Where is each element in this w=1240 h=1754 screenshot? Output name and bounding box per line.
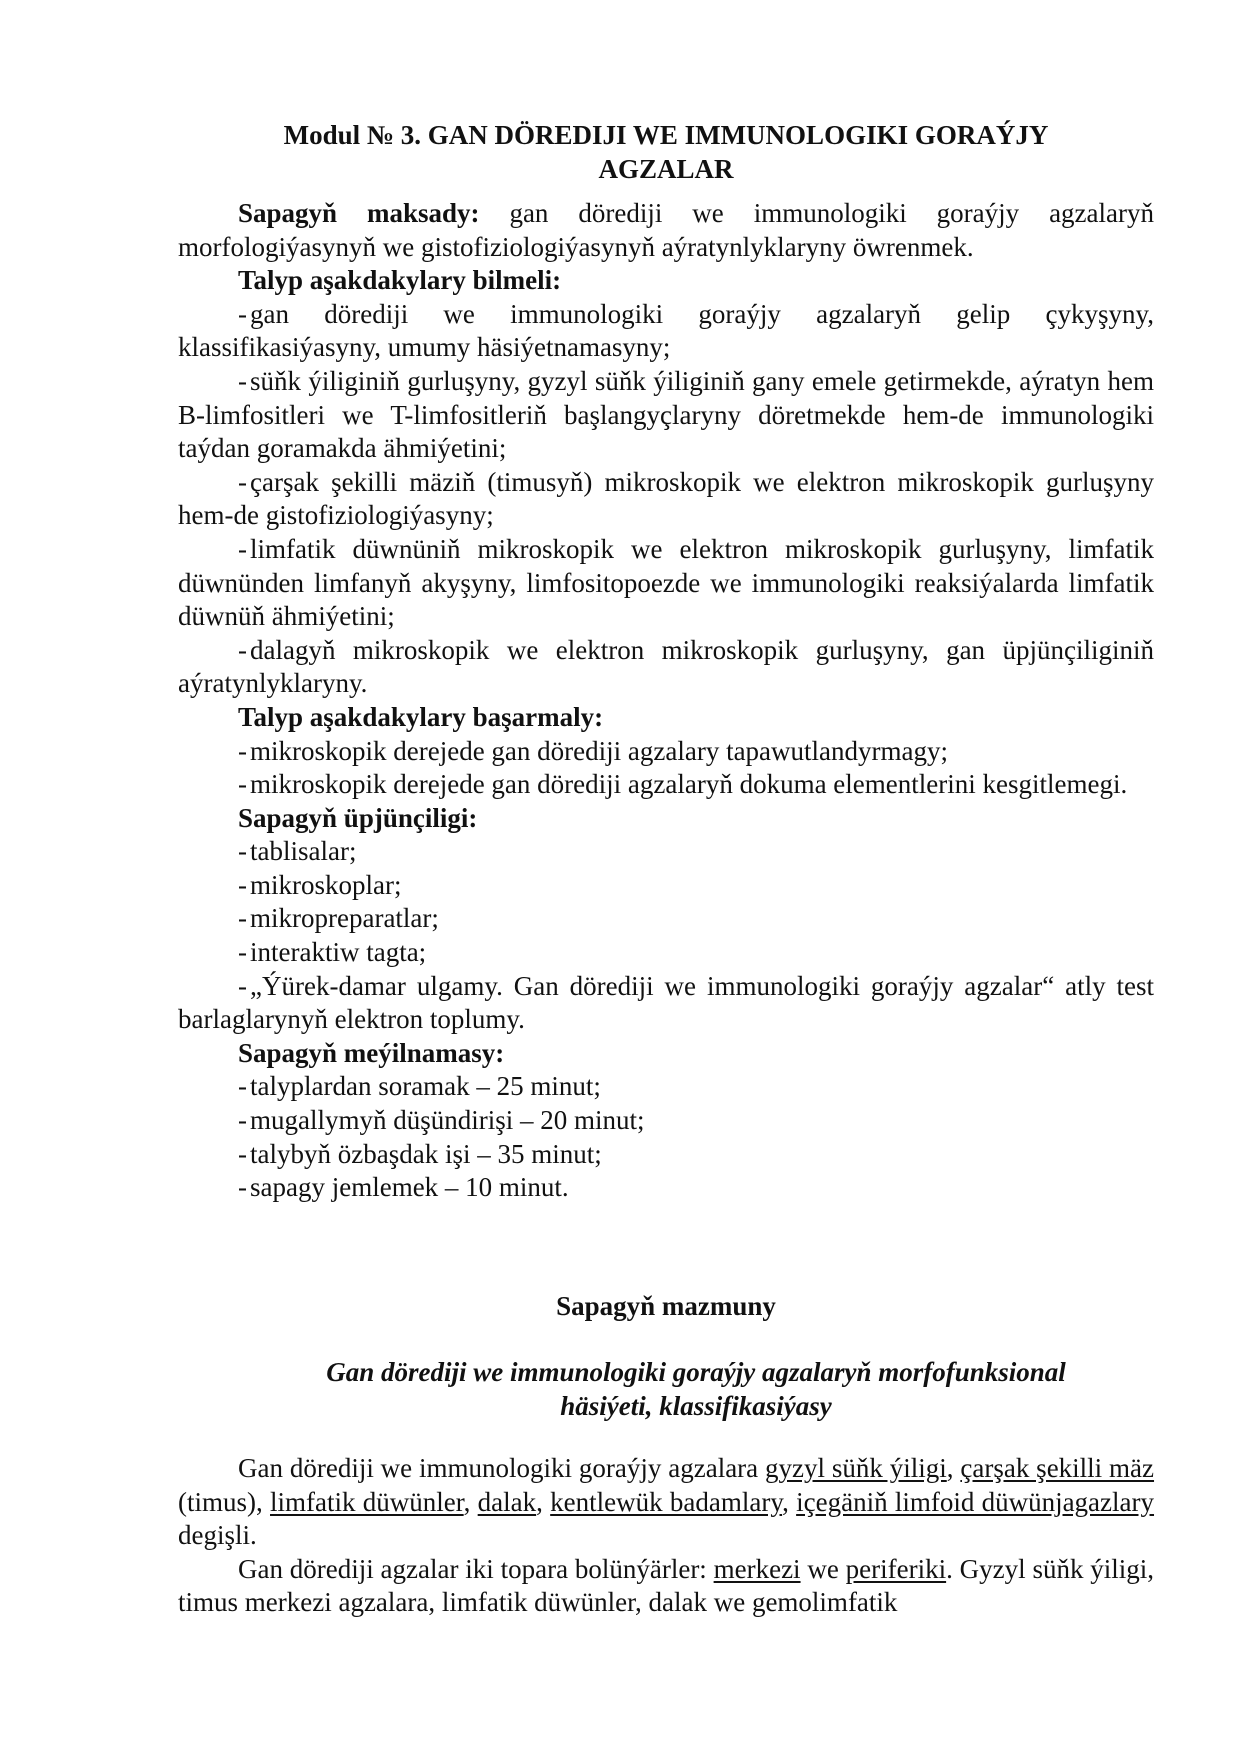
list-item: - mikroskopik derejede gan dörediji agzalaryň dokuma elementlerini kesgitlemegi.: [238, 769, 1128, 800]
list-item: - çarşak şekilli mäziň (timusyň) mikroskopik we elektron mikroskopik gurluşyny hem-de gistofiziologiýasyny;: [178, 466, 1154, 531]
module-title: [178, 118, 1154, 186]
list-item: - mikroskopik derejede gan dörediji agzalary tapawutlandyrmagy;: [238, 735, 949, 766]
list-item: - sapagy jemlemek – 10 minut.: [238, 1172, 569, 1203]
section-subtitle: [178, 1356, 1154, 1423]
lesson-content-heading: Sapagyň mazmuny: [556, 1291, 776, 1321]
supply-heading: Sapagyň üpjünçiligi:: [238, 802, 478, 833]
list-item: - dalagyň mikroskopik we elektron mikroskopik gurluşyny, gan üpjünçiliginiň aýratynlyklaryny.: [178, 634, 1154, 699]
module-title-line-1: Modul № 3. GAN DÖREDIJI WE IMMUNOLOGIKI GORAÝJY: [283, 120, 1049, 150]
term-intestinal-lymphoid-nodules: içegäniň limfoid düwünjagazlary: [796, 1486, 1155, 1517]
list-item: - talybyň özbaşdak işi – 35 minut;: [238, 1138, 602, 1169]
list-item: - süňk ýiliginiň gurluşyny, gyzyl süňk ýiliginiň gany emele getirmekde, aýratyn hem B-limfositleri we T-limfositleriň başlangyçlaryny döretmekde hem-de immunologiki taýdan goramakda ähmiýetini;: [178, 365, 1154, 464]
list-item: - mikropreparatlar;: [238, 903, 439, 934]
know-heading: Talyp aşakdakylary bilmeli:: [238, 265, 562, 296]
aim-paragraph: [178, 197, 1154, 264]
aim-label: Sapagyň maksady:: [238, 198, 480, 228]
section-subtitle-line-2: häsiýeti, klassifikasiýasy: [560, 1390, 832, 1421]
term-red-bone-marrow: gyzyl süňk ýiligi: [765, 1453, 947, 1483]
term-spleen: dalak: [477, 1486, 537, 1517]
body-text: [178, 1452, 1154, 1620]
list-item: - „Ýürek-damar ulgamy. Gan dörediji we immunologiki goraýjy agzalar“ atly test barlaglarynyň elektron toplumy.: [178, 970, 1154, 1035]
do-heading: Talyp aşakdakylary başarmaly:: [238, 701, 604, 732]
term-thymus: çarşak şekilli mäz: [960, 1453, 1155, 1483]
module-title-line-2: AGZALAR: [598, 154, 734, 184]
paragraph-organs: Gan dörediji we immunologiki goraýjy agzalara gyzyl süňk ýiligi, çarşak şekilli mäz (timus), limfatik düwünler, dalak, kentlewük badamlary, içegäniň limfoid düwünjagazlary degişli.: [178, 1453, 1155, 1551]
list-item: - interaktiw tagta;: [238, 937, 427, 968]
term-peripheral: periferiki: [845, 1553, 947, 1584]
list-item: - mikroskoplar;: [238, 869, 402, 900]
term-tonsils: kentlewük badamlary: [550, 1486, 783, 1517]
lesson-goals-section: [178, 197, 1154, 1205]
paragraph-groups: Gan dörediji agzalar iki topara bolünýärler: merkezi we periferiki. Gyzyl süňk ýiligi, timus merkezi agzalara, limfatik düwünler, dalak we gemolimfatik: [178, 1553, 1155, 1618]
term-central: merkezi: [713, 1553, 801, 1584]
section-subtitle-line-1: Gan dörediji we immunologiki goraýjy agzalaryň morfofunksional: [326, 1357, 1066, 1387]
plan-heading: Sapagyň meýilnamasy:: [238, 1037, 505, 1068]
list-item: - limfatik düwnüniň mikroskopik we elektron mikroskopik gurluşyny, limfatik düwnünden limfanyň akyşyny, limfositopoezde we immunologiki reaksiýalarda limfatik düwnüň ähmiýetini;: [178, 533, 1154, 632]
list-item: - mugallymyň düşündirişi – 20 minut;: [238, 1105, 645, 1136]
term-lymph-nodes: limfatik düwünler: [270, 1486, 464, 1517]
list-item: - tablisalar;: [238, 836, 357, 867]
list-item: - gan dörediji we immunologiki goraýjy agzalaryň gelip çykyşyny, klassifikasiýasyny, umumy häsiýetnamasyny;: [178, 298, 1154, 363]
aim-text: gan dörediji we immunologiki goraýjy agzalaryň morfologiýasynyň we gistofiziologiýasynyň aýratynlyklaryny öwrenmek.: [178, 198, 1154, 262]
list-item: - talyplardan soramak – 25 minut;: [238, 1071, 601, 1102]
